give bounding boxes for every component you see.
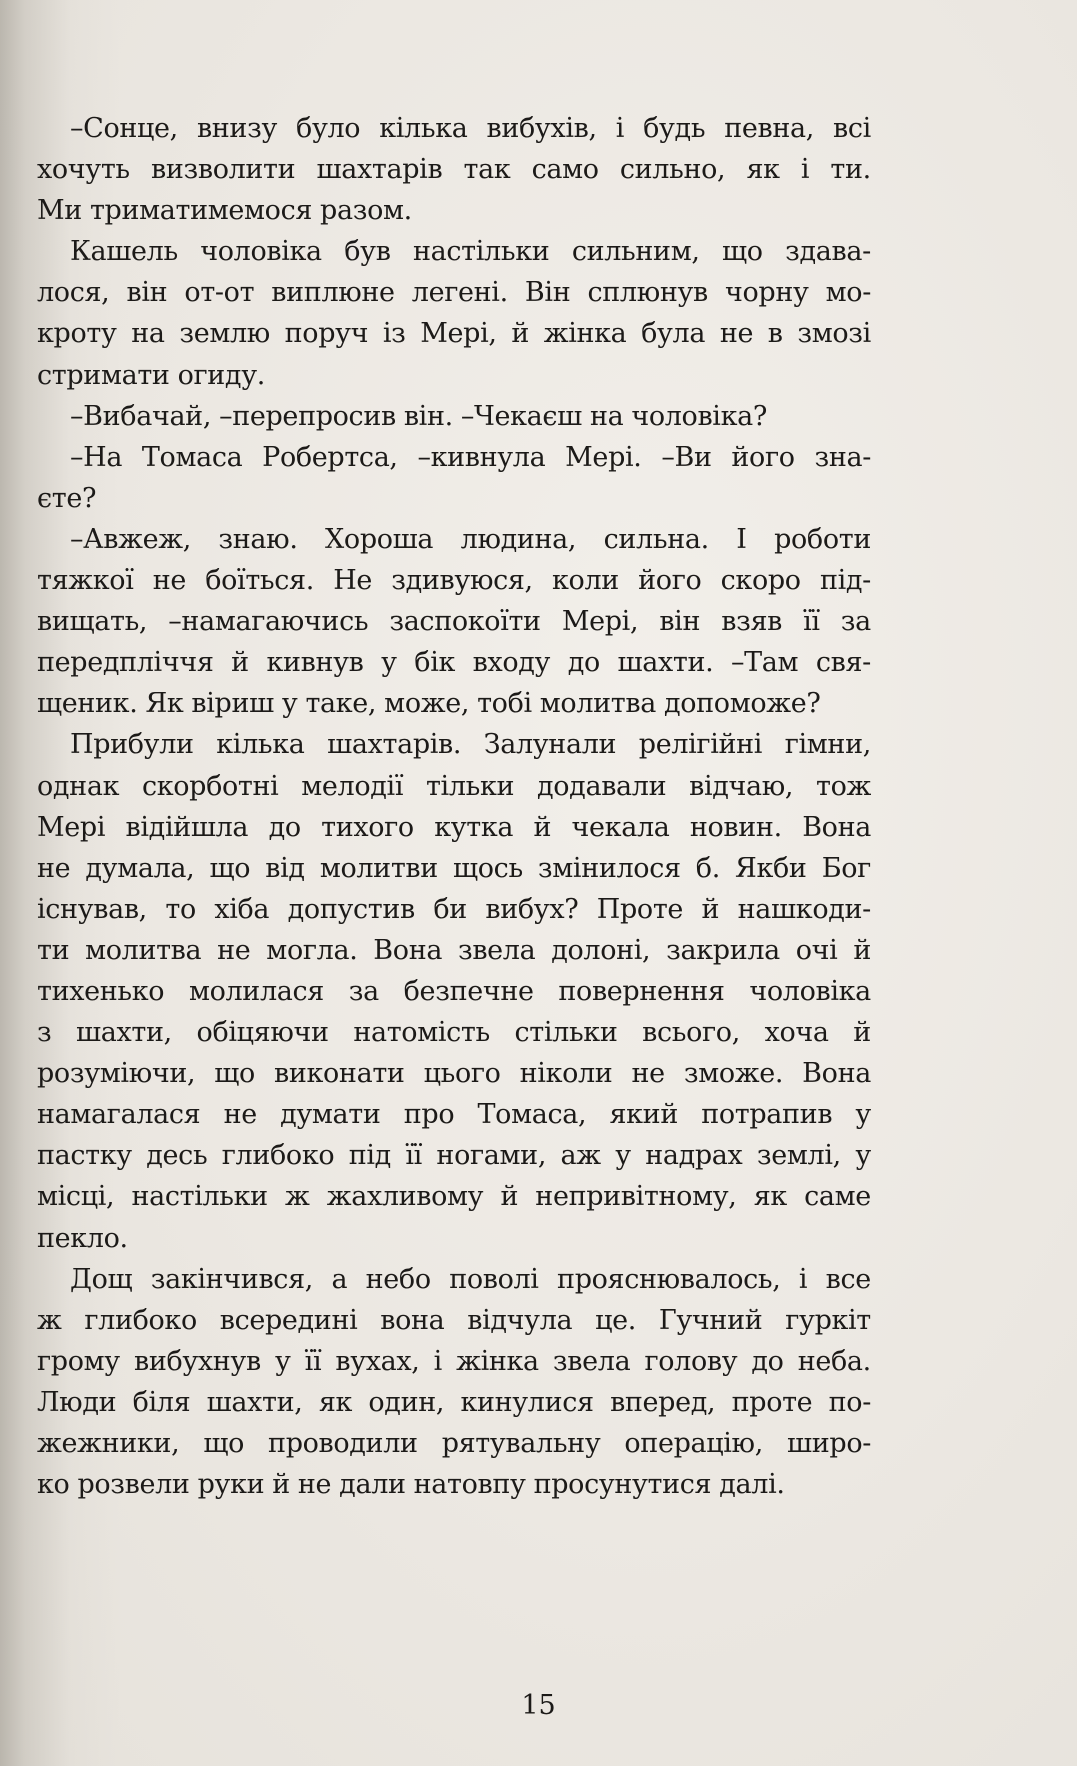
word: й xyxy=(701,893,720,925)
word: новин. xyxy=(689,811,782,843)
word: може, xyxy=(384,688,470,720)
word: було xyxy=(296,113,361,144)
word: вона xyxy=(380,1304,445,1336)
text-line xyxy=(37,1176,871,1217)
word: натомість xyxy=(353,1017,490,1049)
word: на xyxy=(131,318,165,350)
text-line xyxy=(37,889,871,930)
text-line xyxy=(37,149,871,190)
word: –Вибачай, xyxy=(70,400,212,432)
word: –Авжеж, xyxy=(70,523,191,555)
word: намагалася xyxy=(37,1099,201,1131)
word: кілька xyxy=(216,729,305,761)
word: не xyxy=(152,565,186,597)
word: під xyxy=(348,1140,391,1172)
word: визволити xyxy=(150,154,296,186)
word: шахтарів xyxy=(316,154,443,186)
word: місці, xyxy=(37,1181,115,1213)
text-line xyxy=(37,601,871,642)
word: Мері, xyxy=(420,318,497,350)
word: –На xyxy=(70,441,123,473)
word: відчаю, xyxy=(689,770,794,802)
word: за xyxy=(348,975,379,1007)
word: –намагаючись xyxy=(168,606,369,638)
word: відійшла xyxy=(125,811,249,843)
word: у xyxy=(855,1140,871,1172)
word: огиду. xyxy=(177,359,265,391)
word: який xyxy=(609,1099,678,1131)
word: чоловіка xyxy=(200,236,322,268)
word: надрах xyxy=(645,1140,743,1172)
word: й xyxy=(533,811,552,843)
word: біля xyxy=(132,1386,191,1418)
word: передпліччя xyxy=(37,647,214,679)
word: повернення xyxy=(558,975,725,1007)
text-line xyxy=(37,1135,871,1176)
word: взяв xyxy=(721,606,782,638)
word: Ми xyxy=(37,195,82,227)
word: про xyxy=(403,1099,455,1131)
word: жежники, xyxy=(37,1428,180,1459)
text-line xyxy=(37,971,871,1012)
word: сплюнув xyxy=(587,277,708,309)
word: Він xyxy=(524,277,571,309)
word: чорну xyxy=(725,277,809,309)
text-line xyxy=(37,1012,871,1053)
text-line xyxy=(37,231,871,272)
word: Не xyxy=(333,565,373,597)
word: жахливому xyxy=(326,1181,484,1213)
word: не xyxy=(631,1058,665,1090)
text-line xyxy=(37,519,871,560)
text-line xyxy=(37,642,871,683)
word: він xyxy=(126,277,168,309)
word: що xyxy=(722,236,763,268)
word: закрила xyxy=(666,934,780,966)
word: будь xyxy=(643,113,706,144)
word: мелодії xyxy=(301,770,404,802)
text-line xyxy=(37,396,871,437)
word: допустив xyxy=(287,893,415,925)
word: виплюне xyxy=(271,277,395,309)
word: настільки xyxy=(131,1181,268,1213)
word: як xyxy=(753,1181,787,1213)
word: стільки xyxy=(514,1017,618,1049)
word: все xyxy=(825,1263,871,1295)
word: звела xyxy=(552,1345,631,1377)
word: поруч xyxy=(284,318,369,350)
word: десь xyxy=(146,1140,208,1172)
word: –Там xyxy=(731,647,799,679)
word: Вона xyxy=(373,934,443,966)
word: віриш xyxy=(191,688,274,720)
word: операцію, xyxy=(624,1428,763,1459)
word: хочуть xyxy=(37,154,130,186)
word: її xyxy=(405,1140,422,1172)
word: то xyxy=(165,893,196,925)
word: долоні, xyxy=(551,934,651,966)
word: голову xyxy=(644,1345,738,1377)
word: а xyxy=(331,1263,348,1295)
word: зможе. xyxy=(683,1058,784,1090)
word: внизу xyxy=(196,113,277,144)
word: всередині xyxy=(219,1304,358,1336)
word: закінчився, xyxy=(150,1263,313,1295)
word: допоможе? xyxy=(663,688,821,720)
word: неба. xyxy=(797,1345,871,1377)
word: Вона xyxy=(802,1058,871,1090)
word: єте? xyxy=(37,482,97,514)
text-line xyxy=(37,1341,871,1382)
text-line xyxy=(37,478,871,519)
word: сильно, xyxy=(619,154,726,186)
word: й xyxy=(511,318,529,350)
word: один, xyxy=(368,1386,445,1418)
word: триматимемося xyxy=(89,195,313,227)
word: легені. xyxy=(411,277,508,309)
word: коли xyxy=(552,565,619,597)
word: молитва xyxy=(85,934,202,966)
word: ж xyxy=(37,1304,62,1336)
word: прояснювалось, xyxy=(557,1263,781,1295)
word: думати xyxy=(280,1099,381,1131)
text-line xyxy=(37,807,871,848)
word: хоча xyxy=(764,1017,829,1049)
word: знаю. xyxy=(218,523,298,555)
word: по- xyxy=(828,1386,871,1418)
word: Мері xyxy=(37,811,106,843)
word: чекала xyxy=(571,811,670,843)
word: Кашель xyxy=(70,236,178,268)
word: щеник. xyxy=(37,688,138,720)
word: пастку xyxy=(37,1140,132,1172)
word: всього, xyxy=(642,1017,740,1049)
word: входу xyxy=(472,647,551,679)
word: бік xyxy=(414,647,456,679)
word: Дощ xyxy=(70,1263,133,1295)
word: однак xyxy=(37,770,120,802)
word: і xyxy=(615,113,625,144)
text-line xyxy=(37,848,871,889)
word: жінка xyxy=(456,1345,539,1377)
text-line xyxy=(37,1218,871,1259)
word: він xyxy=(659,606,701,638)
word: ж xyxy=(285,1181,310,1213)
word: вухах, xyxy=(335,1345,420,1377)
word: кивнув xyxy=(266,647,364,679)
word: грому xyxy=(37,1345,120,1377)
word: аж xyxy=(560,1140,601,1172)
word: от-от xyxy=(184,277,255,309)
word: у xyxy=(615,1140,631,1172)
word: шахти, xyxy=(76,1017,172,1049)
word: сильна. xyxy=(603,523,709,555)
word: шахти. xyxy=(617,647,714,679)
word: Гучний xyxy=(658,1304,763,1336)
word: з xyxy=(37,1017,52,1049)
word: його xyxy=(638,565,702,597)
text-line xyxy=(37,1464,871,1505)
word: Томаса xyxy=(141,441,243,473)
word: –перепросив xyxy=(219,400,396,432)
word: молилася xyxy=(188,975,324,1007)
word: так xyxy=(463,154,511,186)
word: ніколи xyxy=(519,1058,613,1090)
word: змінилося xyxy=(537,852,681,884)
text-line xyxy=(37,355,871,396)
word: чоловіка? xyxy=(631,400,767,432)
word: розвели xyxy=(77,1469,190,1501)
word: землі, xyxy=(756,1140,841,1172)
word: Залунали xyxy=(483,729,617,761)
text-line xyxy=(37,724,871,765)
word: очі xyxy=(795,934,838,966)
text-line xyxy=(37,272,871,313)
word: Робертса, xyxy=(262,441,398,473)
word: безпечне xyxy=(403,975,534,1007)
word: у xyxy=(274,1345,291,1377)
text-line xyxy=(37,1053,871,1094)
word: дали xyxy=(339,1469,406,1501)
word: її xyxy=(304,1345,322,1377)
word: не xyxy=(223,1099,257,1131)
word: здава- xyxy=(785,236,871,268)
word: і xyxy=(798,1263,808,1295)
page-number: 15 xyxy=(521,1690,556,1721)
word: Томаса, xyxy=(477,1099,587,1131)
text-line xyxy=(37,766,871,807)
word: могла. xyxy=(266,934,358,966)
word: на xyxy=(589,400,624,432)
word: Вона xyxy=(802,811,871,843)
word: додавали xyxy=(537,770,667,802)
word: людина, xyxy=(460,523,577,555)
word: Проте xyxy=(596,893,684,925)
body-text xyxy=(37,108,871,1505)
text-line xyxy=(37,1423,871,1464)
word: просунутися xyxy=(533,1469,712,1501)
word: релігійні xyxy=(638,729,763,761)
word: хіба xyxy=(214,893,270,925)
word: роботи xyxy=(774,523,871,555)
word: разом. xyxy=(320,195,412,227)
word: ти xyxy=(37,934,70,966)
word: був xyxy=(344,236,391,268)
word: що xyxy=(214,1058,255,1090)
word: змозі xyxy=(797,318,871,350)
word: Бог xyxy=(821,852,871,884)
word: небо xyxy=(365,1263,431,1295)
word: молитви xyxy=(319,852,438,884)
word: настільки xyxy=(413,236,550,268)
word: само xyxy=(531,154,599,186)
word: від xyxy=(265,852,305,884)
word: вибухів, xyxy=(486,113,597,144)
word: чоловіка xyxy=(749,975,871,1007)
word: –Сонце, xyxy=(70,113,178,144)
text-line xyxy=(37,108,871,149)
word: потрапив xyxy=(701,1099,833,1131)
word: це. xyxy=(595,1304,636,1336)
word: ногами, xyxy=(436,1140,547,1172)
word: й xyxy=(500,1181,519,1213)
word: до xyxy=(268,811,301,843)
word: зна- xyxy=(814,441,871,473)
word: не xyxy=(297,1469,332,1501)
word: свя- xyxy=(815,647,871,679)
word: у xyxy=(381,647,397,679)
word: ко xyxy=(37,1469,70,1501)
text-line xyxy=(37,190,871,231)
word: шахти, xyxy=(206,1386,303,1418)
word: існував, xyxy=(37,893,147,925)
word: Люди xyxy=(37,1386,117,1418)
word: не xyxy=(37,852,71,884)
word: б. xyxy=(695,852,720,884)
word: глибоко xyxy=(221,1140,335,1172)
text-line xyxy=(37,683,871,724)
word: була xyxy=(641,318,706,350)
word: пекло. xyxy=(37,1222,128,1254)
word: поволі xyxy=(449,1263,539,1295)
word: руки xyxy=(197,1469,265,1501)
word: скорботні xyxy=(141,770,279,802)
word: вперед, xyxy=(610,1386,716,1418)
word: вищать, xyxy=(37,606,148,638)
word: відчула xyxy=(467,1304,573,1336)
word: й xyxy=(231,647,249,679)
word: землю xyxy=(179,318,270,350)
word: він. xyxy=(403,400,453,432)
word: Мері. xyxy=(565,441,642,473)
word: щось xyxy=(453,852,523,884)
text-line xyxy=(37,1259,871,1300)
word: мо- xyxy=(825,277,871,309)
word: рятувальну xyxy=(441,1428,601,1459)
text-line xyxy=(37,313,871,354)
word: в xyxy=(767,318,783,350)
word: вибухнув xyxy=(133,1345,261,1377)
word: що xyxy=(209,852,251,884)
word: тобі xyxy=(477,688,532,720)
word: її xyxy=(803,606,820,638)
word: далі. xyxy=(719,1469,785,1501)
word: стримати xyxy=(37,359,170,391)
word: здивуюся, xyxy=(391,565,533,597)
word: до xyxy=(567,647,600,679)
word: –кивнула xyxy=(417,441,546,473)
word: до xyxy=(751,1345,784,1377)
word: певна, xyxy=(724,113,814,144)
word: й xyxy=(853,934,871,966)
word: як xyxy=(318,1386,353,1418)
word: розуміючи, xyxy=(37,1058,196,1090)
word: молитва xyxy=(539,688,656,720)
word: звела xyxy=(457,934,536,966)
word: як xyxy=(746,154,780,186)
word: не xyxy=(217,934,251,966)
word: й xyxy=(853,1017,871,1049)
word: гуркіт xyxy=(785,1304,871,1336)
word: кинулися xyxy=(460,1386,594,1418)
word: глибоко xyxy=(84,1304,197,1336)
word: заспокоїти xyxy=(389,606,541,638)
word: проводили xyxy=(268,1428,418,1459)
word: Мері, xyxy=(561,606,639,638)
word: натовпу xyxy=(413,1469,526,1501)
word: сильним, xyxy=(571,236,700,268)
word: непривітному, xyxy=(535,1181,737,1213)
word: скоро xyxy=(720,565,801,597)
word: саме xyxy=(804,1181,871,1213)
text-line xyxy=(37,1382,871,1423)
word: обіцяючи xyxy=(196,1017,329,1049)
word: і xyxy=(800,154,810,186)
word: тільки xyxy=(425,770,515,802)
word: Якби xyxy=(735,852,807,884)
word: кутка xyxy=(434,811,514,843)
word: проте xyxy=(731,1386,813,1418)
word: кроту xyxy=(37,318,117,350)
word: його xyxy=(731,441,795,473)
word: що xyxy=(203,1428,245,1459)
text-line xyxy=(37,560,871,601)
text-line xyxy=(37,1300,871,1341)
word: жінка xyxy=(543,318,627,350)
word: у xyxy=(855,1099,871,1131)
word: тихого xyxy=(321,811,414,843)
word: кілька xyxy=(379,113,468,144)
word: із xyxy=(382,318,406,350)
word: Хороша xyxy=(325,523,434,555)
word: Як xyxy=(145,688,184,720)
word: не xyxy=(719,318,754,350)
word: вибух? xyxy=(485,893,579,925)
text-line xyxy=(37,930,871,971)
text-line xyxy=(37,437,871,478)
word: думала, xyxy=(85,852,195,884)
word: боїться. xyxy=(205,565,314,597)
word: І xyxy=(736,523,747,555)
word: лося, xyxy=(37,277,110,309)
word: ти. xyxy=(830,154,871,186)
word: Прибули xyxy=(70,729,194,761)
word: –Ви xyxy=(661,441,712,473)
word: таке, xyxy=(305,688,377,720)
word: –Чекаєш xyxy=(460,400,582,432)
word: тож xyxy=(816,770,871,802)
word: й xyxy=(272,1469,290,1501)
word: і xyxy=(433,1345,442,1377)
word: шахтарів. xyxy=(327,729,462,761)
word: всі xyxy=(833,113,871,144)
word: за xyxy=(840,606,871,638)
word: тихенько xyxy=(37,975,165,1007)
word: виконати xyxy=(274,1058,405,1090)
text-line xyxy=(37,1094,871,1135)
word: тяжкої xyxy=(37,565,134,597)
word: гімни, xyxy=(784,729,871,761)
word: під- xyxy=(819,565,871,597)
word: би xyxy=(433,893,467,925)
word: широ- xyxy=(786,1428,871,1459)
word: у xyxy=(281,688,298,720)
word: нашкоди- xyxy=(737,893,871,925)
word: цього xyxy=(423,1058,501,1090)
